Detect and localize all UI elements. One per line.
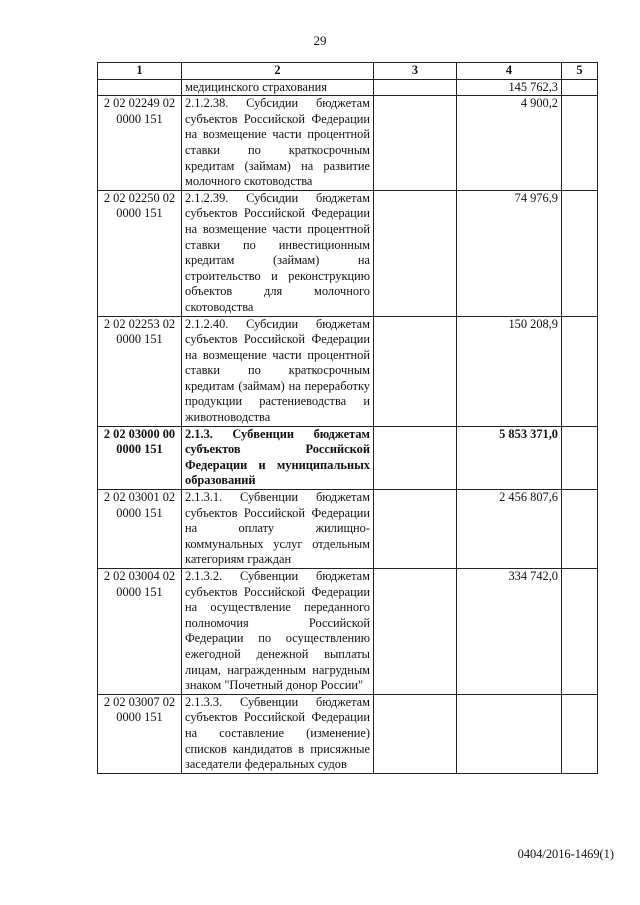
column-3-cell xyxy=(374,426,457,489)
item-description: медицинского страхования xyxy=(182,79,374,96)
amount-cell: 4 900,2 xyxy=(457,96,562,191)
table-row xyxy=(98,96,598,191)
document-number: 0404/2016-1469(1) xyxy=(517,847,614,861)
column-5-cell xyxy=(562,490,598,569)
column-5-cell xyxy=(562,426,598,489)
amount-cell xyxy=(457,694,562,773)
item-description: 2.1.2.38. Субсидии бюджетам субъектов Российской Федерации на возмещение части процентной ставки по краткосрочным кредитам (займам) на развитие молочного скотоводства xyxy=(182,96,374,191)
budget-code: 2 02 03000 00 0000 151 xyxy=(98,426,182,489)
table-row xyxy=(98,190,598,316)
column-header: 2 xyxy=(182,63,374,80)
column-header: 4 xyxy=(457,63,562,80)
item-description: 2.1.3.3. Субвенции бюджетам субъектов Российской Федерации на составление (изменение) списков кандидатов в присяжные заседатели федеральных судов xyxy=(182,694,374,773)
column-3-cell xyxy=(374,316,457,426)
table-row xyxy=(98,490,598,569)
column-header: 1 xyxy=(98,63,182,80)
table-row xyxy=(98,426,598,489)
budget-table xyxy=(97,62,598,774)
table-row xyxy=(98,79,598,96)
item-description: 2.1.3.1. Субвенции бюджетам субъектов Российской Федерации на оплату жилищно-коммунальных услуг отдельным категориям граждан xyxy=(182,490,374,569)
column-3-cell xyxy=(374,79,457,96)
table-row xyxy=(98,316,598,426)
amount-cell: 334 742,0 xyxy=(457,569,562,695)
amount-cell: 74 976,9 xyxy=(457,190,562,316)
item-description: 2.1.2.40. Субсидии бюджетам субъектов Российской Федерации на возмещение части процентной ставки по краткосрочным кредитам (займам) на переработку продукции растениеводства и животноводства xyxy=(182,316,374,426)
amount-cell: 2 456 807,6 xyxy=(457,490,562,569)
column-5-cell xyxy=(562,190,598,316)
column-3-cell xyxy=(374,96,457,191)
table-row xyxy=(98,694,598,773)
budget-code: 2 02 03007 02 0000 151 xyxy=(98,694,182,773)
column-5-cell xyxy=(562,316,598,426)
budget-code: 2 02 02250 02 0000 151 xyxy=(98,190,182,316)
column-5-cell xyxy=(562,694,598,773)
budget-code: 2 02 03004 02 0000 151 xyxy=(98,569,182,695)
column-3-cell xyxy=(374,569,457,695)
column-3-cell xyxy=(374,490,457,569)
item-description: 2.1.3.2. Субвенции бюджетам субъектов Российской Федерации на осуществление переданного полномочия Российской Федерации по осуществлению ежегодной денежной выплаты лицам, награжденным нагрудным знаком "Почетный донор России" xyxy=(182,569,374,695)
page-number: 29 xyxy=(313,33,327,48)
item-description: 2.1.3. Субвенции бюджетам субъектов Российской Федерации и муниципальных образований xyxy=(182,426,374,489)
column-5-cell xyxy=(562,569,598,695)
budget-code xyxy=(98,79,182,96)
column-5-cell xyxy=(562,79,598,96)
table-header-row xyxy=(98,63,598,80)
amount-cell: 145 762,3 xyxy=(457,79,562,96)
column-3-cell xyxy=(374,190,457,316)
budget-code: 2 02 03001 02 0000 151 xyxy=(98,490,182,569)
column-5-cell xyxy=(562,96,598,191)
table-row xyxy=(98,569,598,695)
amount-cell: 150 208,9 xyxy=(457,316,562,426)
column-3-cell xyxy=(374,694,457,773)
amount-cell: 5 853 371,0 xyxy=(457,426,562,489)
column-header: 3 xyxy=(374,63,457,80)
budget-code: 2 02 02249 02 0000 151 xyxy=(98,96,182,191)
column-header: 5 xyxy=(562,63,598,80)
item-description: 2.1.2.39. Субсидии бюджетам субъектов Российской Федерации на возмещение части процентной ставки по инвестиционным кредитам (займам) на строительство и реконструкцию объектов для молочного скотоводства xyxy=(182,190,374,316)
budget-code: 2 02 02253 02 0000 151 xyxy=(98,316,182,426)
